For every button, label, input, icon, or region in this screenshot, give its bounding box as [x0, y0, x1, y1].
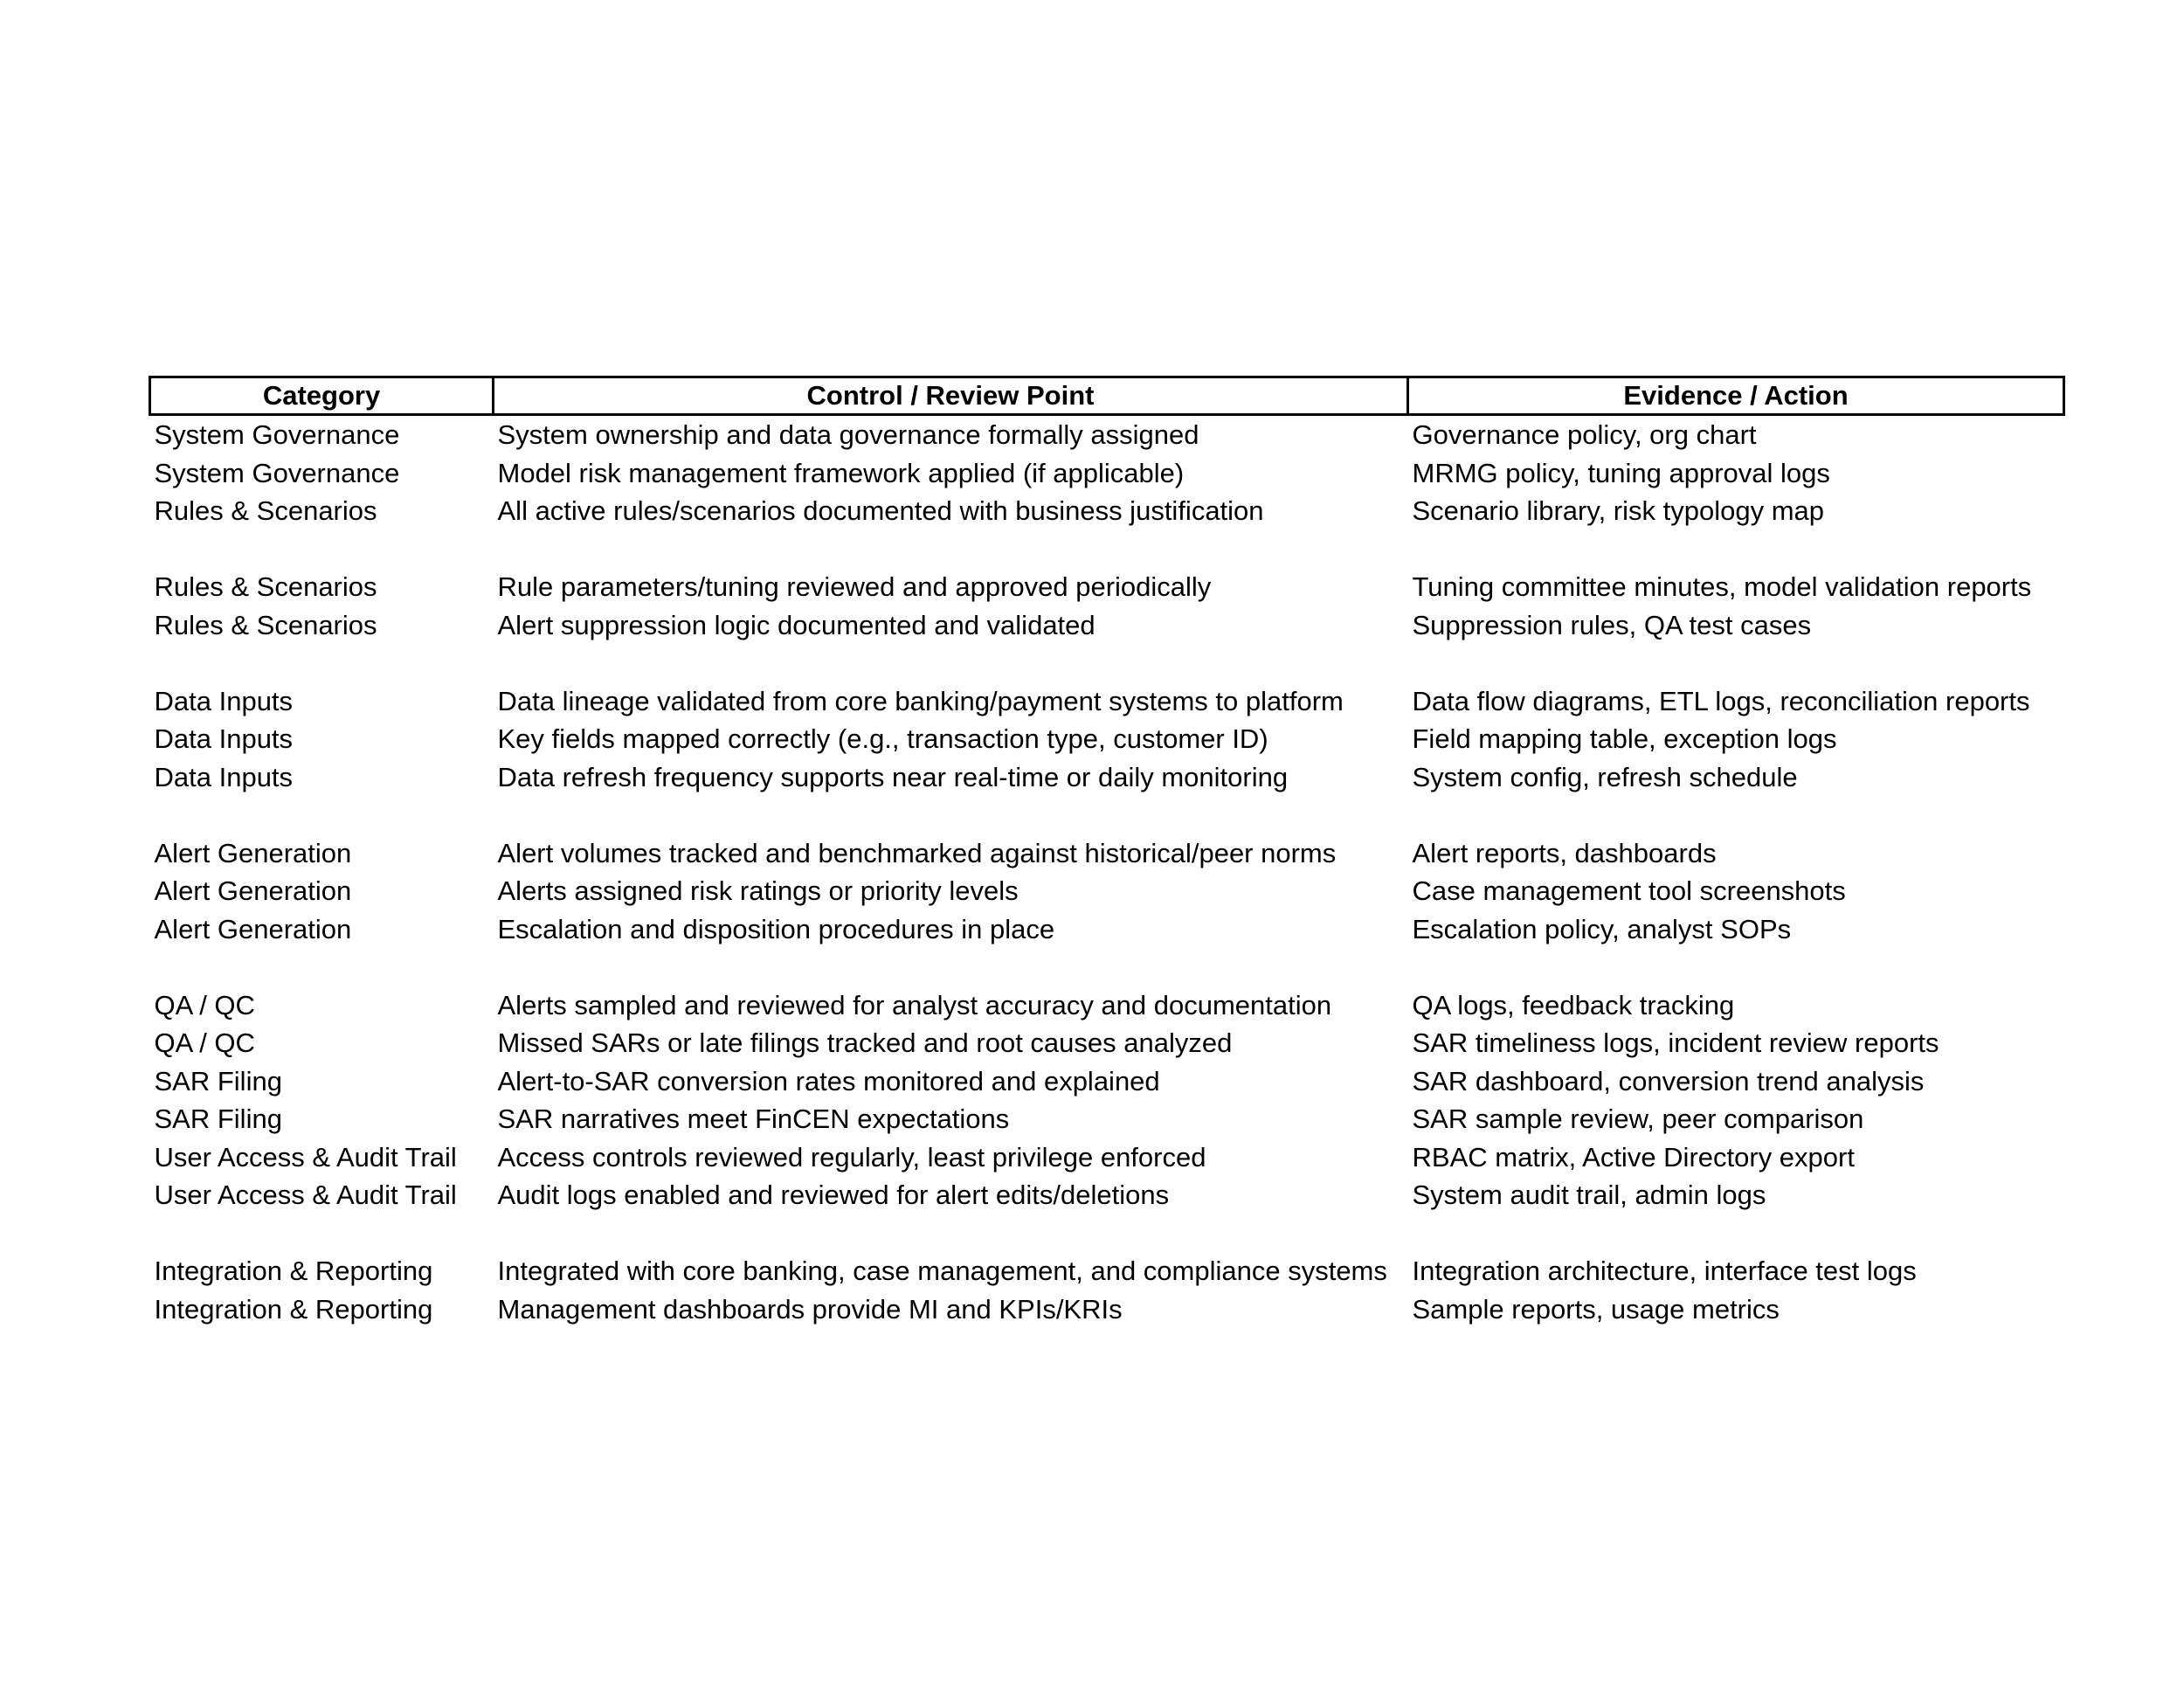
cell-category: Alert Generation — [154, 837, 352, 868]
cell-category: System Governance — [154, 457, 400, 488]
cell-category: SAR Filing — [154, 1103, 282, 1135]
cell-evidence: Sample reports, usage metrics — [1412, 1293, 1780, 1325]
cell-evidence: Escalation policy, analyst SOPs — [1412, 913, 1792, 944]
cell-evidence: Alert reports, dashboards — [1412, 837, 1717, 868]
table-row — [150, 834, 2064, 873]
table-row — [150, 492, 2064, 530]
cell-evidence: SAR timeliness logs, incident review reports — [1412, 1027, 1939, 1059]
table-row — [150, 682, 2064, 721]
table-row — [150, 1062, 2064, 1101]
cell-category: SAR Filing — [154, 1065, 282, 1097]
cell-category: Data Inputs — [154, 761, 294, 792]
cell-category: QA / QC — [154, 1027, 255, 1059]
cell-category: User Access & Audit Trail — [154, 1180, 457, 1211]
cell-evidence: Data flow diagrams, ETL logs, reconciliation reports — [1412, 685, 2030, 716]
cell-evidence: Tuning committee minutes, model validation reports — [1412, 571, 2032, 603]
table-header — [150, 377, 2064, 415]
cell-control: Alerts assigned risk ratings or priority levels — [497, 875, 1019, 907]
table-row — [150, 606, 2064, 645]
cell-control: Missed SARs or late filings tracked and root causes analyzed — [497, 1027, 1233, 1059]
table-row — [150, 1252, 2064, 1290]
header-category: Category — [150, 377, 494, 415]
cell-evidence: Case management tool screenshots — [1412, 875, 1846, 907]
cell-control: System ownership and data governance formally assigned — [497, 419, 1199, 451]
table-row — [150, 1290, 2064, 1329]
table-row — [150, 720, 2064, 758]
cell-control: Alert suppression logic documented and validated — [497, 609, 1095, 640]
cell-evidence: SAR sample review, peer comparison — [1412, 1103, 1864, 1135]
cell-category: Rules & Scenarios — [154, 495, 377, 527]
cell-control: Key fields mapped correctly (e.g., transaction type, customer ID) — [497, 723, 1268, 755]
cell-control: Alerts sampled and reviewed for analyst accuracy and documentation — [497, 989, 1332, 1020]
cell-category: User Access & Audit Trail — [154, 1141, 457, 1173]
cell-evidence: SAR dashboard, conversion trend analysis — [1412, 1065, 1925, 1097]
cell-control: Alert volumes tracked and benchmarked against historical/peer norms — [497, 837, 1337, 868]
header-row — [150, 377, 2064, 415]
cell-control: Data lineage validated from core banking/payment systems to platform — [497, 685, 1344, 716]
table-row — [150, 1176, 2064, 1214]
cell-control: Alert-to-SAR conversion rates monitored and explained — [497, 1065, 1160, 1097]
spacer-row — [150, 1214, 2064, 1253]
header-evidence-action: Evidence / Action — [1408, 377, 2064, 415]
table-row — [150, 454, 2064, 493]
cell-category: Integration & Reporting — [154, 1256, 433, 1287]
cell-control: Access controls reviewed regularly, least privilege enforced — [497, 1141, 1206, 1173]
cell-control: All active rules/scenarios documented with business justification — [497, 495, 1264, 527]
cell-evidence: Field mapping table, exception logs — [1412, 723, 1837, 755]
table-row — [150, 758, 2064, 797]
cell-evidence: System audit trail, admin logs — [1412, 1180, 1766, 1211]
table-row — [150, 1100, 2064, 1138]
cell-control: Escalation and disposition procedures in place — [497, 913, 1055, 944]
cell-category: QA / QC — [154, 989, 255, 1020]
cell-control: Rule parameters/tuning reviewed and approved periodically — [497, 571, 1212, 603]
spacer-row — [150, 530, 2064, 569]
cell-control: Integrated with core banking, case management, and compliance systems — [497, 1256, 1387, 1287]
cell-category: Data Inputs — [154, 723, 294, 755]
cell-category: Rules & Scenarios — [154, 571, 377, 603]
cell-evidence: Governance policy, org chart — [1412, 419, 1757, 451]
cell-category: Alert Generation — [154, 913, 352, 944]
cell-category: Data Inputs — [154, 685, 294, 716]
table-row — [150, 568, 2064, 606]
table-row — [150, 1138, 2064, 1177]
table-row — [150, 415, 2064, 454]
cell-category: Integration & Reporting — [154, 1293, 433, 1325]
table-body — [150, 415, 2064, 1329]
table-row — [150, 872, 2064, 910]
table-row — [150, 910, 2064, 949]
cell-category: Rules & Scenarios — [154, 609, 377, 640]
cell-evidence: Integration architecture, interface test logs — [1412, 1256, 1917, 1287]
cell-evidence: Scenario library, risk typology map — [1412, 495, 1824, 527]
cell-control: SAR narratives meet FinCEN expectations — [497, 1103, 1010, 1135]
header-control-review-point: Control / Review Point — [494, 377, 1408, 415]
table-row — [150, 1024, 2064, 1062]
control-review-table — [149, 376, 2065, 1328]
table-row — [150, 986, 2064, 1025]
cell-control: Management dashboards provide MI and KPIs/KRIs — [497, 1293, 1123, 1325]
cell-evidence: Suppression rules, QA test cases — [1412, 609, 1812, 640]
spacer-row — [150, 796, 2064, 834]
cell-category: Alert Generation — [154, 875, 352, 907]
cell-evidence: System config, refresh schedule — [1412, 761, 1798, 792]
cell-evidence: MRMG policy, tuning approval logs — [1412, 457, 1830, 488]
cell-control: Audit logs enabled and reviewed for alert edits/deletions — [497, 1180, 1170, 1211]
cell-category: System Governance — [154, 419, 400, 451]
spacer-row — [150, 644, 2064, 682]
cell-control: Data refresh frequency supports near real-time or daily monitoring — [497, 761, 1289, 792]
cell-evidence: QA logs, feedback tracking — [1412, 989, 1735, 1020]
cell-evidence: RBAC matrix, Active Directory export — [1412, 1141, 1855, 1173]
spacer-row — [150, 948, 2064, 986]
cell-control: Model risk management framework applied (if applicable) — [497, 457, 1185, 488]
